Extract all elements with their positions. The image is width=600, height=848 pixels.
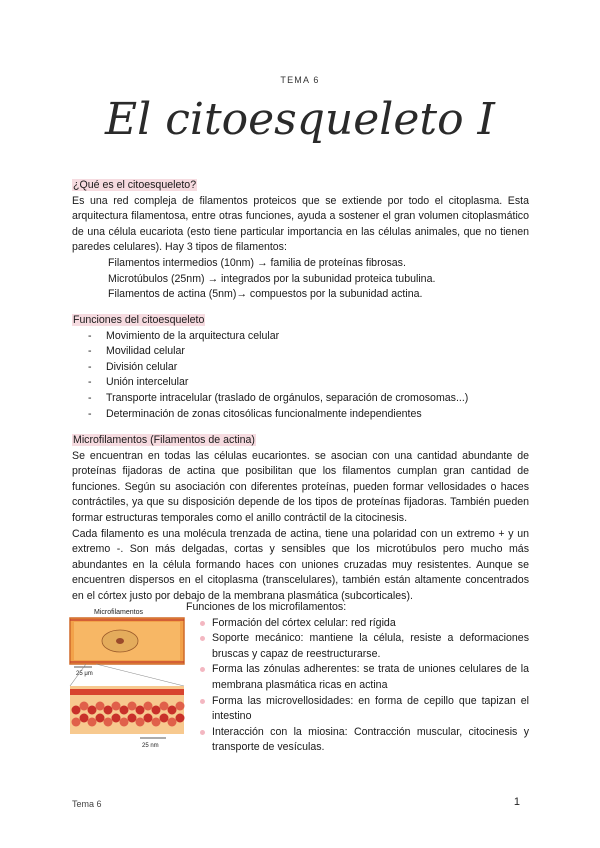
paragraph: Se encuentran en todas las células eucariontes. se asocian con una cantidad abundante de proteínas fijadoras de actina que posibilitan que los filamentos cumplan gran cantidad de funciones. Según su asociación con diferentes proteínas, pueden formar vellosidades o haces contráctiles, ya que su disposición depende de los tipos de proteínas fijadoras. También pueden formar estructuras temporales como el anillo contráctil de la citocinesis.	[72, 449, 529, 524]
list-item: Microtúbulos (25nm) → integrados por la subunidad proteica tubulina.	[108, 272, 436, 285]
microfilament-functions	[186, 600, 529, 756]
functions-list	[72, 329, 529, 423]
footer-label: Tema 6	[72, 799, 102, 809]
list-item: Filamentos de actina (5nm)→ compuestos por la subunidad actina.	[108, 288, 423, 301]
list-item: - Movilidad celular	[88, 344, 529, 360]
paragraph: Es una red compleja de filamentos proteicos que se extiende por todo el citoplasma. Esta arquitectura filamentosa, entre otras funciones, ayuda a sostener el gran volumen citoplasmático de una célula eucariota (esto tiene particular importancia en las células animales, que no tienen paredes celulares). Hay 3 tipos de filamentos:	[72, 194, 529, 254]
membrane-band	[70, 689, 184, 695]
tema-label: TEMA 6	[280, 75, 320, 85]
list-item: Interacción con la miosina: Contracción muscular, citocinesis y transporte de vesículas.	[198, 725, 529, 756]
scale-top: 25 μm	[76, 671, 93, 677]
handwritten-title	[0, 88, 600, 150]
section-functions	[72, 313, 529, 422]
list-item: Forma las zónulas adherentes: se trata de uniones celulares de la membrana plasmática ricas en actina	[198, 662, 529, 693]
section-what-is	[72, 178, 529, 303]
list-item: Formación del córtex celular: red rígida	[198, 616, 529, 632]
section-heading: ¿Qué es el citoesqueleto?	[73, 179, 197, 191]
functions-bullets	[186, 616, 529, 756]
list-item: Forma las microvellosidades: en forma de cepillo que tapizan el intestino	[198, 694, 529, 725]
list-item: Soporte mecánico: mantiene la célula, resiste a deformaciones bruscas y capaz de reestructurarse.	[198, 631, 529, 662]
section-heading: Funciones del citoesqueleto	[73, 314, 205, 326]
section-microfilaments	[72, 433, 529, 605]
microfilament-figure	[66, 604, 188, 752]
list-item: - Transporte intracelular (traslado de orgánulos, separación de cromosomas...)	[88, 391, 529, 407]
figure-label: Microfilamentos	[94, 609, 144, 616]
list-item: - División celular	[88, 360, 529, 376]
scale-bottom: 25 nm	[142, 743, 159, 749]
title-text: El citoesqueleto I	[105, 94, 495, 145]
list-item: Filamentos intermedios (10nm) → familia de proteínas fibrosas.	[108, 256, 406, 269]
functions-title: Funciones de los microfilamentos:	[186, 601, 347, 613]
list-item: - Movimiento de la arquitectura celular	[88, 329, 529, 345]
nucleolus	[116, 638, 124, 644]
zoom-line	[96, 664, 184, 686]
section-heading: Microfilamentos (Filamentos de actina)	[73, 434, 255, 446]
paragraph: Cada filamento es una molécula trenzada de actina, tiene una polaridad con un extremo + y un extremo -. Son más delgadas, cortas y sensibles que los microtúbulos pero mucho más abundantes en la célula formando haces con uniones cruzadas muy resistentes. Aunque se encuentren dispersos en el citoplasma (transcelulares), también están altamente concentrados en el córtex justo por debajo de la membrana plasmática (subcorticales).	[72, 527, 529, 602]
page-number: 1	[513, 796, 520, 808]
list-item: - Unión intercelular	[88, 375, 529, 391]
list-item: - Determinación de zonas citosólicas funcionalmente independientes	[88, 407, 529, 423]
